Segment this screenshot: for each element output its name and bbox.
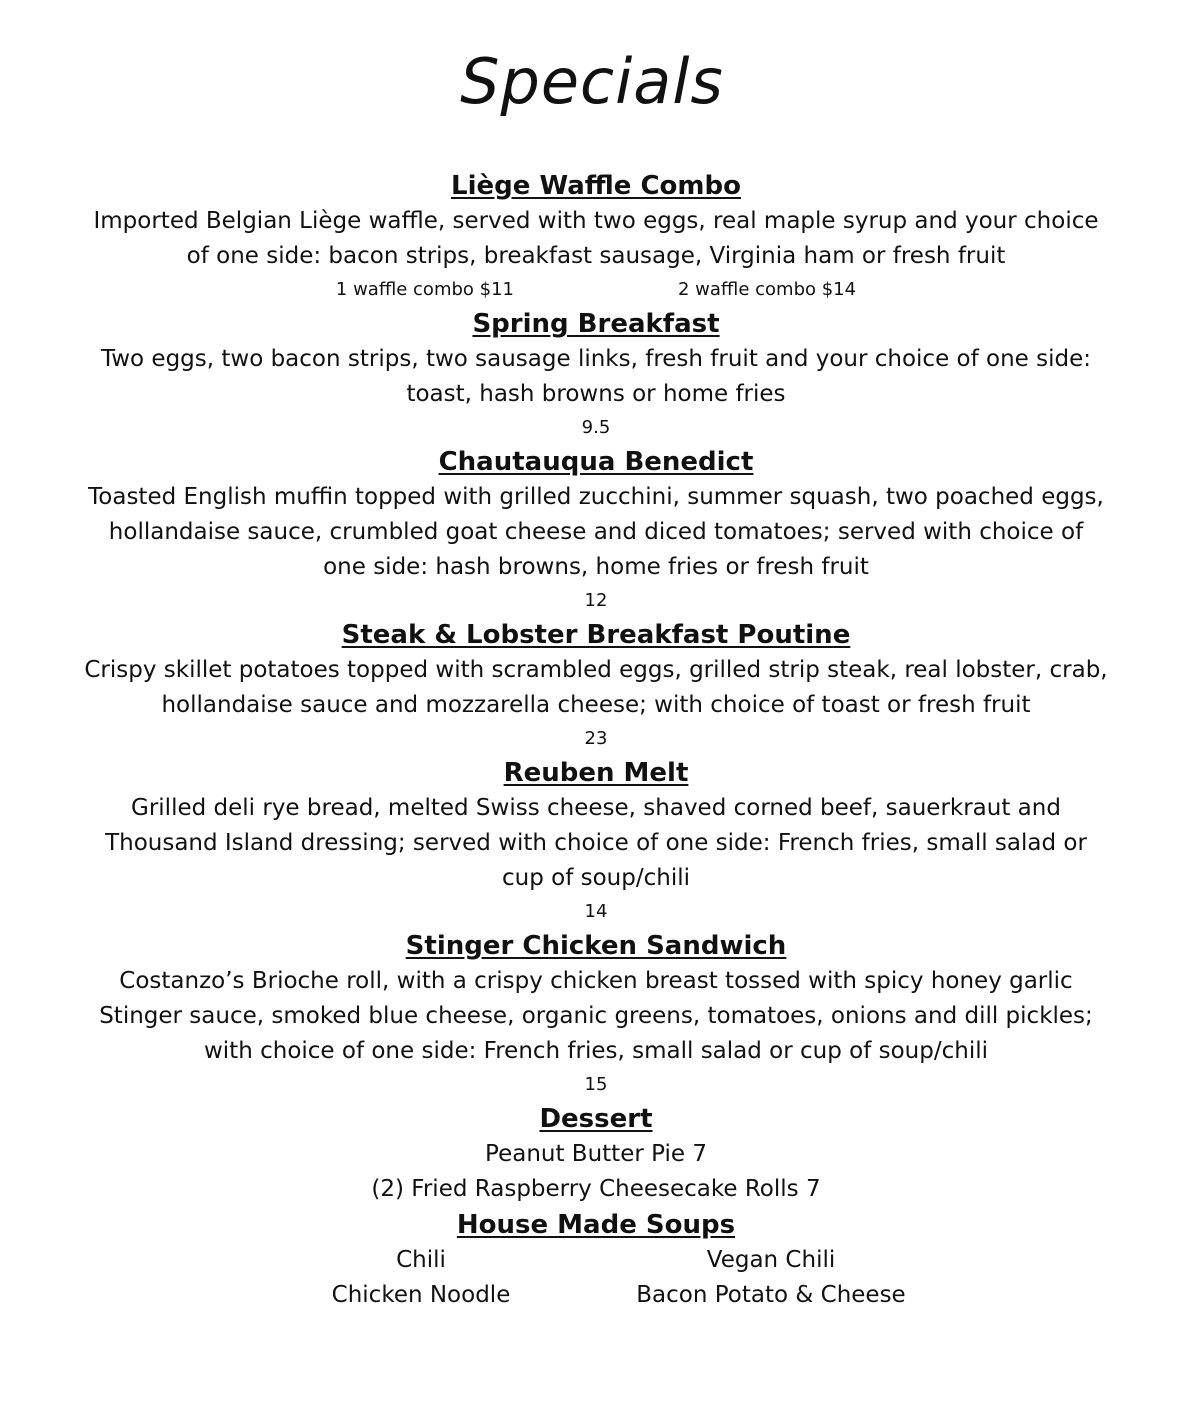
item-description-line: hollandaise sauce, crumbled goat cheese and diced tomatoes; served with choice of: [108, 519, 1084, 545]
item-price: 23: [584, 728, 608, 749]
item-description-line: cup of soup/chili: [502, 865, 690, 891]
item-description-line: Grilled deli rye bread, melted Swiss cheese, shaved corned beef, sauerkraut and: [131, 795, 1061, 821]
item-description-line: toast, hash browns or home fries: [406, 381, 786, 407]
dessert-heading: Dessert: [539, 1104, 653, 1134]
soup-item: Vegan Chili: [706, 1247, 836, 1273]
menu-item-stinger-chicken-sandwich: [60, 928, 1132, 1101]
item-price: 9.5: [581, 417, 611, 438]
item-description-line: one side: hash browns, home fries or fresh fruit: [323, 554, 869, 580]
combo-price-single: 1 waffle combo $11: [335, 279, 514, 300]
item-description-line: of one side: bacon strips, breakfast sausage, Virginia ham or fresh fruit: [186, 243, 1006, 269]
item-price: 15: [584, 1074, 608, 1095]
soup-item: Chicken Noodle: [331, 1282, 511, 1308]
combo-prices: [60, 274, 1132, 306]
menu-list: [60, 168, 1132, 1313]
item-price: 14: [584, 901, 608, 922]
dessert-item: (2) Fried Raspberry Cheesecake Rolls 7: [371, 1176, 821, 1202]
item-description-line: Stinger sauce, smoked blue cheese, organic greens, tomatoes, onions and dill pickles;: [99, 1003, 1093, 1029]
soups-heading: House Made Soups: [456, 1210, 736, 1240]
menu-item-steak-lobster-poutine: [60, 617, 1132, 755]
combo-price-double: 2 waffle combo $14: [678, 279, 857, 300]
menu-item-reuben-melt: [60, 755, 1132, 928]
dessert-item: Peanut Butter Pie 7: [485, 1141, 707, 1167]
menu-item-spring-breakfast: [60, 306, 1132, 444]
soups-section: [60, 1207, 1132, 1313]
item-description-line: Toasted English muffin topped with grilled zucchini, summer squash, two poached eggs,: [88, 484, 1104, 510]
menu-item-liege-waffle-combo: [60, 168, 1132, 306]
item-description-line: hollandaise sauce and mozzarella cheese; with choice of toast or fresh fruit: [161, 692, 1031, 718]
page-title: Specials: [460, 45, 724, 118]
soups-list: [246, 1243, 946, 1313]
item-description-line: Thousand Island dressing; served with choice of one side: French fries, small salad or: [105, 830, 1087, 856]
item-name: Stinger Chicken Sandwich: [405, 931, 787, 961]
menu-item-chautauqua-benedict: [60, 444, 1132, 617]
item-name: Chautauqua Benedict: [438, 447, 754, 477]
item-name: Reuben Melt: [503, 758, 689, 788]
item-description-line: Imported Belgian Liège waffle, served with two eggs, real maple syrup and your choice: [93, 208, 1099, 234]
item-name: Liège Waffle Combo: [451, 171, 741, 201]
item-price: 12: [584, 590, 608, 611]
item-name: Spring Breakfast: [472, 309, 720, 339]
item-name: Steak & Lobster Breakfast Poutine: [341, 620, 851, 650]
item-description-line: Crispy skillet potatoes topped with scrambled eggs, grilled strip steak, real lobster, crab,: [84, 657, 1108, 683]
soup-item: Bacon Potato & Cheese: [636, 1282, 906, 1308]
soup-item: Chili: [396, 1247, 446, 1273]
dessert-section: [60, 1101, 1132, 1207]
item-description-line: with choice of one side: French fries, small salad or cup of soup/chili: [203, 1038, 988, 1064]
item-description-line: Two eggs, two bacon strips, two sausage links, fresh fruit and your choice of one side:: [100, 346, 1092, 372]
item-description-line: Costanzo’s Brioche roll, with a crispy chicken breast tossed with spicy honey garlic: [119, 968, 1073, 994]
